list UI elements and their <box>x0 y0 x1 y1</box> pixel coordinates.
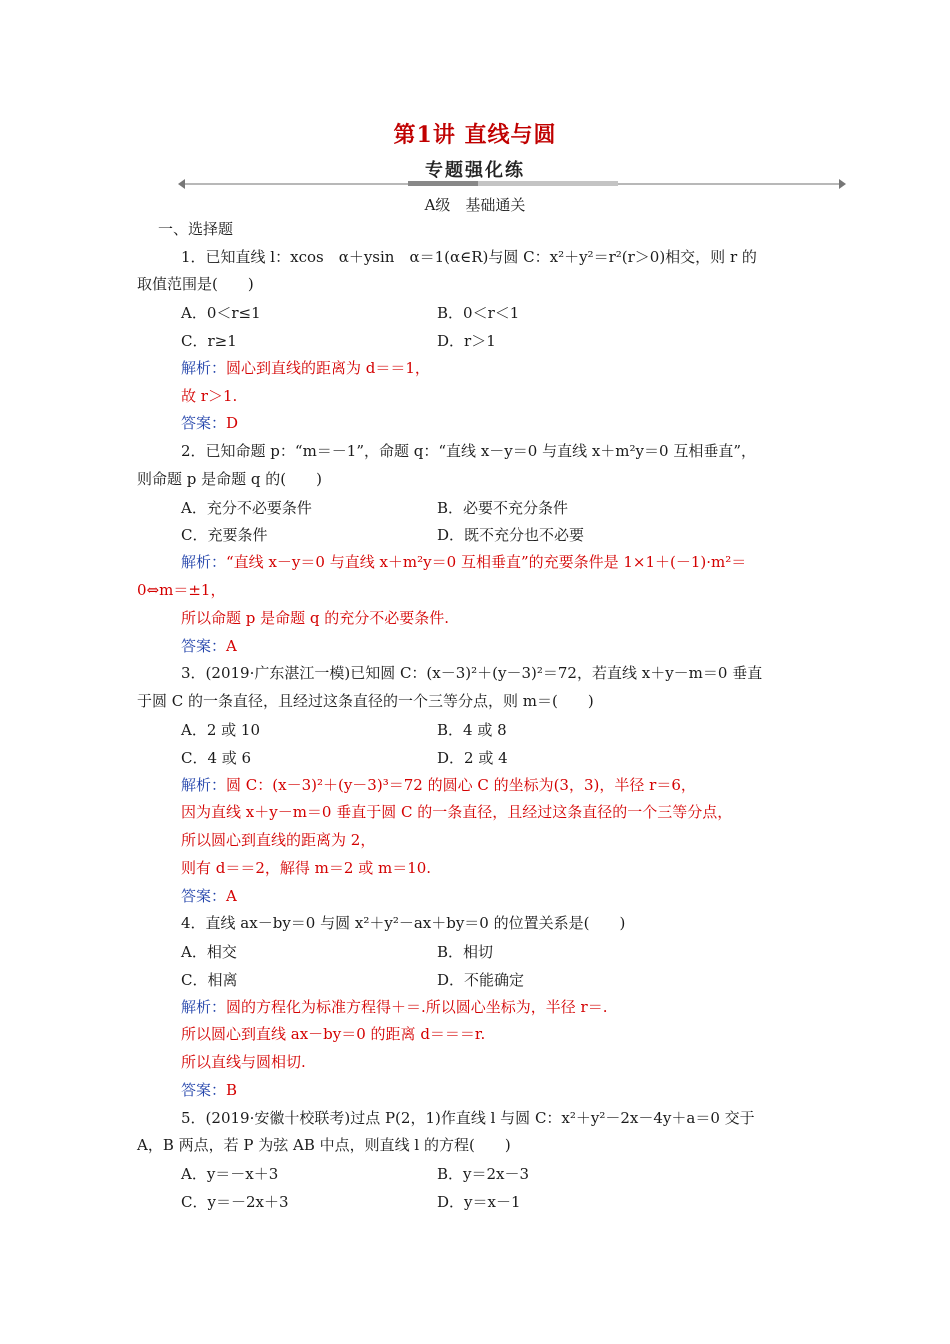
header-divider-accent-light <box>478 181 618 186</box>
q4-option-d: D．不能确定 <box>437 971 525 989</box>
q3-answer-value: A <box>226 887 237 905</box>
q1-option-a: A．0＜r≤1 <box>181 304 261 322</box>
q2-answer <box>181 636 237 656</box>
q1-option-b: B．0＜r＜1 <box>437 304 520 322</box>
q3-analysis-text1: 圆 C：(x－3)²＋(y－3)³＝72 的圆心 C 的坐标为(3，3)，半径 r＝6， <box>226 776 696 794</box>
q3-analysis-line1 <box>181 775 696 795</box>
divider-left-arrow-icon <box>178 179 185 189</box>
q2-analysis-line2: 0⇔m＝±1， <box>137 581 226 599</box>
q5-option-a: A．y＝－x＋3 <box>181 1165 279 1183</box>
q2-option-b: B．必要不充分条件 <box>437 499 569 517</box>
q2-stem-line1: 2．已知命题 p：“m＝－1”，命题 q：“直线 x－y＝0 与直线 x＋m²y＝0 互相垂直”， <box>181 442 756 460</box>
q4-answer-label: 答案： <box>181 1081 227 1099</box>
q4-analysis-label: 解析： <box>181 998 227 1016</box>
q3-option-d: D．2 或 4 <box>437 749 508 767</box>
q3-stem-line2: 于圆 C 的一条直径，且经过这条直径的一个三等分点，则 m＝( ) <box>137 692 594 710</box>
q4-analysis-text1: 圆的方程化为标准方程得＋＝.所以圆心坐标为，半径 r＝. <box>226 998 608 1016</box>
section-heading: 一、选择题 <box>158 220 234 238</box>
q2-analysis-text1: “直线 x－y＝0 与直线 x＋m²y＝0 互相垂直”的充要条件是 1×1＋(－1)·m²＝ <box>226 553 747 571</box>
q4-option-a: A．相交 <box>181 943 237 961</box>
q5-stem-line1: 5．(2019·安徽十校联考)过点 P(2，1)作直线 l 与圆 C：x²＋y²－2x－4y＋a＝0 交于 <box>181 1109 755 1127</box>
q1-analysis-label: 解析： <box>181 359 227 377</box>
q4-analysis-line2: 所以圆心到直线 ax－by＝0 的距离 d＝＝＝r. <box>181 1025 486 1043</box>
q3-analysis-line3: 所以圆心到直线的距离为 2， <box>181 831 376 849</box>
q3-analysis-line2: 因为直线 x＋y－m＝0 垂直于圆 C 的一条直径，且经过这条直径的一个三等分点， <box>181 803 733 821</box>
q2-stem-line2: 则命题 p 是命题 q 的( ) <box>137 470 322 488</box>
q4-option-c: C．相离 <box>181 971 238 989</box>
q4-option-b: B．相切 <box>437 943 494 961</box>
q3-analysis-line4: 则有 d＝＝2，解得 m＝2 或 m＝10. <box>181 859 432 877</box>
q1-stem-line2: 取值范围是( ) <box>137 275 254 293</box>
q3-analysis-label: 解析： <box>181 776 227 794</box>
q3-option-b: B．4 或 8 <box>437 721 507 739</box>
q1-analysis-line1 <box>181 358 430 378</box>
page-subtitle: 专题强化练 <box>425 160 525 181</box>
q3-answer <box>181 886 237 906</box>
level-heading: A级 基础通关 <box>424 196 526 214</box>
page-title: 第1讲 直线与圆 <box>393 122 557 148</box>
q4-analysis-line3: 所以直线与圆相切. <box>181 1053 306 1071</box>
q1-answer <box>181 413 238 433</box>
q1-answer-value: D <box>226 414 239 432</box>
q5-option-b: B．y＝2x－3 <box>437 1165 530 1183</box>
q2-option-d: D．既不充分也不必要 <box>437 526 585 544</box>
q1-analysis-text1: 圆心到直线的距离为 d＝＝1， <box>226 359 430 377</box>
q2-answer-value: A <box>226 637 237 655</box>
q2-analysis-line1 <box>181 552 746 572</box>
q3-stem-line1: 3．(2019·广东湛江一模)已知圆 C：(x－3)²＋(y－3)²＝72，若直线 x＋y－m＝0 垂直 <box>181 664 763 682</box>
divider-right-arrow-icon <box>839 179 846 189</box>
q2-analysis-label: 解析： <box>181 553 227 571</box>
q1-answer-label: 答案： <box>181 414 227 432</box>
q3-option-a: A．2 或 10 <box>181 721 260 739</box>
q1-stem-line1: 1．已知直线 l：xcos α＋ysin α＝1(α∈R)与圆 C：x²＋y²＝r²(r＞0)相交，则 r 的 <box>181 248 757 266</box>
q3-option-c: C．4 或 6 <box>181 749 252 767</box>
q4-answer <box>181 1080 237 1100</box>
q2-answer-label: 答案： <box>181 637 227 655</box>
q4-stem-line1: 4．直线 ax－by＝0 与圆 x²＋y²－ax＋by＝0 的位置关系是( ) <box>181 914 626 932</box>
q1-option-d: D．r＞1 <box>437 332 496 350</box>
q2-analysis-line3: 所以命题 p 是命题 q 的充分不必要条件. <box>181 609 450 627</box>
q2-option-a: A．充分不必要条件 <box>181 499 312 517</box>
q1-analysis-line2: 故 r＞1. <box>181 387 238 405</box>
q5-stem-line2: A，B 两点，若 P 为弦 AB 中点，则直线 l 的方程( ) <box>137 1136 511 1154</box>
q4-answer-value: B <box>226 1081 238 1099</box>
q5-option-d: D．y＝x－1 <box>437 1193 521 1211</box>
q2-option-c: C．充要条件 <box>181 526 268 544</box>
q3-answer-label: 答案： <box>181 887 227 905</box>
q5-option-c: C．y＝－2x＋3 <box>181 1193 289 1211</box>
q4-analysis-line1 <box>181 997 608 1017</box>
q1-option-c: C．r≥1 <box>181 332 237 350</box>
